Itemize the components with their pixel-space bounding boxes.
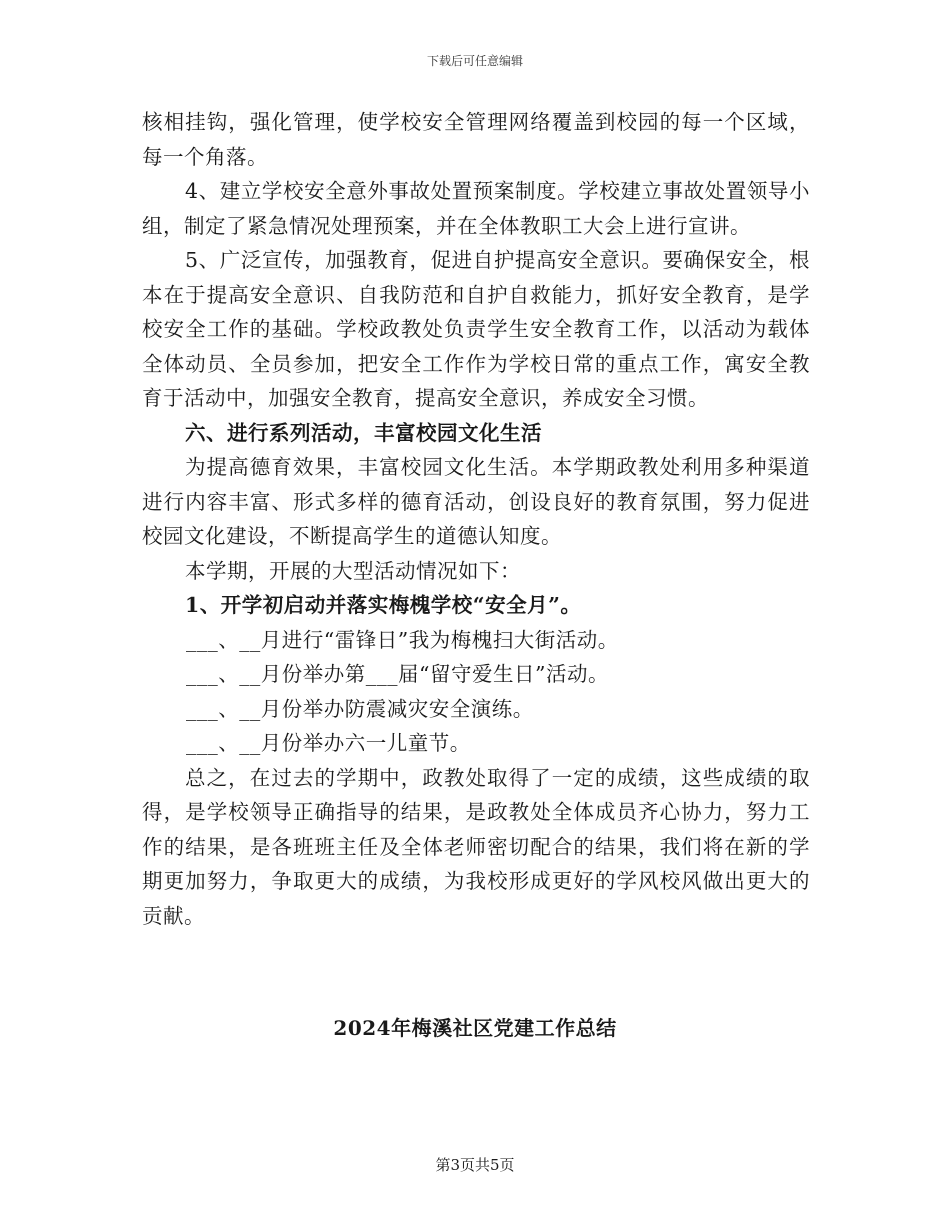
section-heading-6: 六、进行系列活动，丰富校园文化生活 <box>185 420 543 445</box>
page-number-footer: 第3页共5页 <box>435 1156 515 1174</box>
document-body <box>142 105 810 933</box>
paragraph-activities-intro: 本学期，开展的大型活动情况如下： <box>185 558 522 583</box>
activity-list-item: ___、__月份举办六一儿童节。 <box>186 731 471 755</box>
activity-list-item: ___、__月进行“雷锋日”我为梅槐扫大街活动。 <box>186 627 619 652</box>
paragraph-item-4: 4、建立学校安全意外事故处置预案制度。学校建立事故处置领导小组，制定了紧急情况处理预案，并在全体教职工大会上进行宣讲。 <box>142 179 810 238</box>
activity-list-item: ___、__月份举办第___届“留守爱生日”活动。 <box>186 662 609 686</box>
paragraph-item-5: 5、广泛宣传，加强教育，促进自护提高安全意识。要确保安全，根本在于提高安全意识、自我防范和自护自救能力，抓好安全教育，是学校安全工作的基础。学校政教处负责学生安全教育工作，以活动为载体全体动员、全员参加，把安全工作作为学校日常的重点工作，寓安全教育于活动中，加强安全教育，提高安全意识，养成安全习惯。 <box>142 248 810 410</box>
activity-item-1: 1、开学初启动并落实梅槐学校“安全月”。 <box>185 593 582 617</box>
page-header-note: 下载后可任意编辑 <box>426 54 523 68</box>
paragraph-conclusion: 总之，在过去的学期中，政教处取得了一定的成绩，这些成绩的取得，是学校领导正确指导的结果，是政教处全体成员齐心协力，努力工作的结果，是各班班主任及全体老师密切配合的结果，我们将在新的学期更加努力，争取更大的成绩，为我校形成更好的学风校风做出更大的贡献。 <box>142 765 810 928</box>
next-document-title: 2024年梅溪社区党建工作总结 <box>333 1016 617 1040</box>
paragraph-continuation: 核相挂钩，强化管理，使学校安全管理网络覆盖到校园的每一个区域，每一个角落。 <box>142 110 810 169</box>
paragraph-culture-intro: 为提高德育效果，丰富校园文化生活。本学期政教处利用多种渠道进行内容丰富、形式多样的德育活动，创设良好的教育氛围，努力促进校园文化建设，不断提高学生的道德认知度。 <box>142 455 810 548</box>
activity-list-item: ___、__月份举办防震减灾安全演练。 <box>186 696 534 721</box>
